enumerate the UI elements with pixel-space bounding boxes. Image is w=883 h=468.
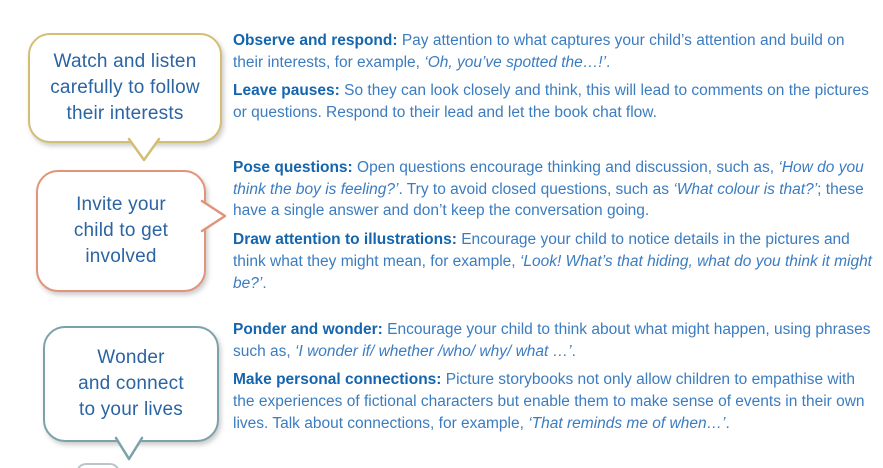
speech-bubble-invite-your-child — [36, 170, 206, 292]
tip-heading: Ponder and wonder: — [233, 321, 388, 338]
tip-paragraph-observe-and-respond — [233, 30, 878, 73]
bubble-line: Invite your — [76, 194, 166, 215]
bubble-text — [30, 49, 220, 127]
tip-paragraph-personal-connections — [233, 369, 878, 434]
bubble-text — [38, 192, 204, 270]
tip-quote-text: ‘I wonder if/ whether /who/ why/ what …’ — [295, 342, 572, 360]
tip-body-text: So they can look closely and think, this will lead to comments on the pictures or questions. Respond to their lead and let the book chat flow. — [233, 82, 869, 122]
bubble-line: carefully to follow — [50, 77, 200, 98]
speech-bubble-wonder-and-connect — [43, 326, 219, 442]
bubble-tail-down-icon — [113, 438, 145, 462]
bubble-text — [45, 345, 217, 423]
bubble-line: Wonder — [97, 347, 165, 368]
tip-body-text: . Try to avoid closed questions, such as — [398, 180, 674, 198]
tip-quote-text: ‘Oh, you’ve spotted the…!’ — [424, 53, 607, 71]
tip-body-text: Picture storybooks not only allow children to empathise with the experiences of fictional characters but enable them to make sense of events in their own lives. Talk about connections, for example, — [233, 371, 865, 432]
bubble-tail-right-icon — [202, 198, 228, 234]
tip-heading: Draw attention to illustrations: — [233, 231, 462, 249]
tip-heading: Make personal connections: — [233, 371, 446, 389]
tip-body-text: Encourage your child to think about what might happen, using phrases such as, — [233, 321, 871, 360]
tip-body-text: . — [725, 414, 730, 432]
tip-heading: Observe and respond: — [233, 32, 402, 49]
tip-body-text: ; these have a single answer and don’t keep the conversation going. — [233, 180, 864, 220]
tip-body-text: Encourage your child to notice details in the pictures and think what they might mean, for example, — [233, 231, 850, 270]
tip-quote-text: ‘What colour is that?’ — [673, 180, 818, 198]
bubble-line: Watch and listen — [53, 51, 197, 72]
partial-bubble-edge — [76, 463, 120, 468]
bubble-line: to your lives — [79, 399, 183, 420]
tip-quote-text: ‘That reminds me of when…’ — [528, 414, 726, 432]
tip-body-text: Open questions encourage thinking and discussion, such as, — [357, 159, 779, 176]
tip-paragraph-draw-attention — [233, 229, 878, 294]
tip-body-text: Pay attention to what captures your child’s attention and build on their interests, for example, — [233, 32, 845, 71]
tips-section-wonder — [233, 319, 878, 442]
tip-body-text: . — [262, 274, 267, 292]
tip-heading: Pose questions: — [233, 159, 358, 176]
speech-bubble-watch-and-listen — [28, 33, 222, 143]
tip-paragraph-ponder-and-wonder — [233, 319, 878, 362]
tips-section-observe — [233, 30, 878, 131]
tip-paragraph-leave-pauses — [233, 80, 878, 123]
bubble-tail-down-icon — [126, 139, 162, 163]
bubble-line: involved — [85, 246, 157, 267]
tip-body-text: . — [606, 53, 611, 71]
tip-paragraph-pose-questions — [233, 157, 878, 222]
tip-quote-text: ‘How do you think the boy is feeling?’ — [233, 159, 864, 198]
bubble-line: their interests — [66, 103, 184, 124]
tip-quote-text: ‘Look! What’s that hiding, what do you think it might be?’ — [233, 252, 872, 292]
bubble-line: and connect — [78, 373, 184, 394]
tip-body-text: . — [571, 342, 576, 360]
tips-section-invite — [233, 157, 878, 301]
bubble-line: child to get — [73, 220, 169, 241]
tip-heading: Leave pauses: — [233, 82, 345, 100]
